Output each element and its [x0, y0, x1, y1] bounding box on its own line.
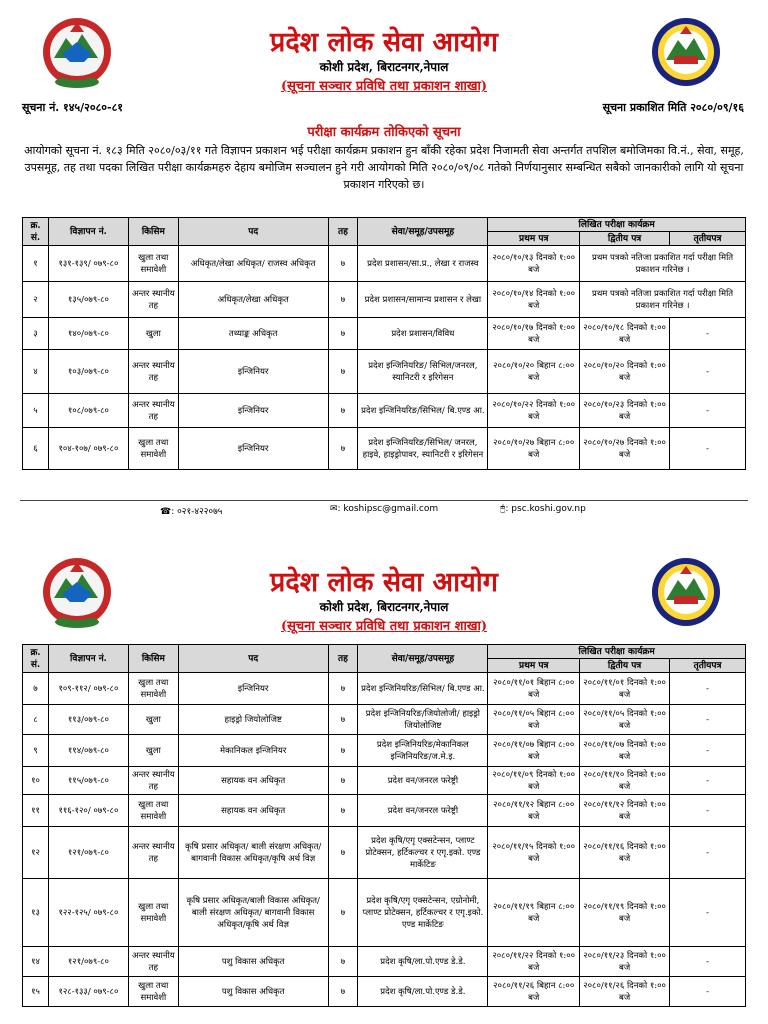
cell-post: अधिकृत/लेखा अधिकृत/ राजस्व अधिकृत — [178, 246, 328, 282]
cell-sn: ९ — [23, 735, 49, 767]
notice-number: सूचना नं. १४५/२०८०-८१ — [22, 101, 124, 114]
cell-paper3: - — [670, 767, 746, 795]
cell-type: अन्तर स्थानीय तह — [128, 767, 178, 795]
table-row — [23, 705, 746, 735]
footer-divider — [20, 500, 748, 501]
cell-service: प्रदेश इन्जिनियरिङ/ सिभिल/जनरल, स्यानिटरी र इरिगेसन — [358, 350, 488, 394]
cell-type: खुला तथा समावेशी — [128, 795, 178, 827]
cell-paper2: २०८०/१०/२३ दिनको १:०० बजे — [580, 394, 670, 428]
cell-service: प्रदेश प्रशासन/विविध — [358, 318, 488, 350]
cell-post: पशु विकास अधिकृत — [178, 947, 328, 977]
cell-post: इन्जिनियर — [178, 394, 328, 428]
cell-paper2: २०८०/११/१९ दिनको १:०० बजे — [580, 879, 670, 947]
cell-service: प्रदेश कृषि/एगृ एक्सटेन्सन, प्लाण्ट प्रोटेक्सन, हर्टिकल्चर र एगृ.इको. एण्ड मार्केटिङ — [358, 827, 488, 879]
cell-post: अधिकृत/लेखा अधिकृत — [178, 282, 328, 318]
cell-paper3: - — [670, 827, 746, 879]
cell-adv-no: १२२-१२५/ ०७९-८० — [48, 879, 128, 947]
col-level: तह — [328, 218, 358, 246]
cell-paper1: २०८०/१०/२२ दिनको १:०० बजे — [488, 394, 580, 428]
cell-post: सहायक वन अधिकृत — [178, 767, 328, 795]
commission-title: प्रदेश लोक सेवा आयोग — [270, 27, 498, 58]
cell-service: प्रदेश इन्जिनियरिङ/सिभिल/ बि.एण्ड आ. — [358, 394, 488, 428]
branch-name: (सूचना सञ्चार प्रविधि तथा प्रकाशन शाखा) — [280, 619, 488, 634]
cell-post: इन्जिनियर — [178, 350, 328, 394]
footer-phone: ☎: ०२१-४२२०७५ — [160, 507, 223, 517]
cell-paper1: २०८०/११/१५ दिनको १:०० बजे — [488, 827, 580, 879]
cell-service: प्रदेश इन्जिनियरिङ/सिभिल/ जनरल, हाइवे, हाइड्रोपावर, स्यानिटरी र इरिगेसन — [358, 428, 488, 470]
cell-paper3: - — [670, 977, 746, 1007]
cell-paper1: २०८०/१०/२७ बिहान ८:०० बजे — [488, 428, 580, 470]
cell-sn: ११ — [23, 795, 49, 827]
col-adv-no: विज्ञापन नं. — [48, 645, 128, 673]
cell-adv-no: १०८/०७९-८० — [48, 394, 128, 428]
exam-schedule-table-1 — [22, 217, 746, 470]
notice-title: परीक्षा कार्यक्रम तोकिएको सूचना — [307, 125, 461, 140]
cell-level: ७ — [328, 879, 358, 947]
table-row — [23, 735, 746, 767]
cell-paper1: २०८०/११/०७ बिहान ८:०० बजे — [488, 735, 580, 767]
footer-website: 🖰: psc.koshi.gov.np — [500, 504, 586, 514]
cell-sn: १ — [23, 246, 49, 282]
table-row — [23, 428, 746, 470]
cell-paper3: - — [670, 795, 746, 827]
cell-paper1: २०८०/११/०९ दिनको १:०० बजे — [488, 767, 580, 795]
cell-paper3: - — [670, 318, 746, 350]
table-row — [23, 350, 746, 394]
cell-type: खुला — [128, 705, 178, 735]
cell-paper3: - — [670, 673, 746, 705]
cell-type: खुला तथा समावेशी — [128, 428, 178, 470]
cell-type: अन्तर स्थानीय तह — [128, 350, 178, 394]
cell-adv-no: ११३/०७९-८० — [48, 705, 128, 735]
cell-service: प्रदेश प्रशासन/सा.प्र., लेखा र राजस्व — [358, 246, 488, 282]
cell-type: अन्तर स्थानीय तह — [128, 394, 178, 428]
cell-post: इन्जिनियर — [178, 673, 328, 705]
cell-type: खुला — [128, 735, 178, 767]
table-row — [23, 827, 746, 879]
cell-service: प्रदेश वन/जनरल फरेष्ट्री — [358, 795, 488, 827]
notice-page-2 — [0, 540, 768, 1024]
cell-service: प्रदेश कृषि/ला.पो.एण्ड डे.डे. — [358, 947, 488, 977]
cell-paper3: - — [670, 735, 746, 767]
cell-paper2: २०८०/११/०७ दिनको १:०० बजे — [580, 735, 670, 767]
cell-sn: ४ — [23, 350, 49, 394]
table-row — [23, 879, 746, 947]
cell-level: ७ — [328, 282, 358, 318]
cell-adv-no: १३१-१३९/ ०७९-८० — [48, 246, 128, 282]
cell-post: सहायक वन अधिकृत — [178, 795, 328, 827]
commission-title: प्रदेश लोक सेवा आयोग — [270, 567, 498, 598]
psc-koshi-logo — [650, 556, 722, 628]
cell-level: ७ — [328, 767, 358, 795]
cell-sn: ५ — [23, 394, 49, 428]
cell-sn: ३ — [23, 318, 49, 350]
col-paper3: तृतीयपत्र — [670, 659, 746, 673]
psc-koshi-logo — [650, 16, 722, 88]
commission-address: कोशी प्रदेश, बिराटनगर,नेपाल — [319, 600, 449, 614]
cell-paper2: २०८०/११/१६ दिनको १:०० बजे — [580, 827, 670, 879]
cell-adv-no: १२८-१३३/ ०७९-८० — [48, 977, 128, 1007]
cell-adv-no: ११६-१२०/ ०७९-८० — [48, 795, 128, 827]
cell-sn: २ — [23, 282, 49, 318]
cell-post: कृषि प्रसार अधिकृत/ बाली संरक्षण अधिकृत/ बागवानी विकास अधिकृत/कृषि अर्थ विज्ञ — [178, 827, 328, 879]
cell-post: इन्जिनियर — [178, 428, 328, 470]
cell-type: खुला तथा समावेशी — [128, 673, 178, 705]
cell-service: प्रदेश इन्जिनियरिङ/मेकानिकल इन्जिनियरिङ/ज.मे.इ. — [358, 735, 488, 767]
cell-paper3: - — [670, 879, 746, 947]
cell-paper2: २०८०/११/०१ दिनको १:०० बजे — [580, 673, 670, 705]
cell-paper2: २०८०/१०/२७ दिनको १:०० बजे — [580, 428, 670, 470]
cell-paper2: २०८०/१०/१८ दिनको १:०० बजे — [580, 318, 670, 350]
cell-service: प्रदेश प्रशासन/सामान्य प्रशासन र लेखा — [358, 282, 488, 318]
cell-post: तथ्याङ्क अधिकृत — [178, 318, 328, 350]
table-row — [23, 318, 746, 350]
cell-level: ७ — [328, 977, 358, 1007]
cell-level: ७ — [328, 394, 358, 428]
cell-adv-no: १४०/०७९-८० — [48, 318, 128, 350]
cell-service: प्रदेश इन्जिनियरिङ/जियोलोजी/ हाइड्रो जियोलोजिष्ट — [358, 705, 488, 735]
cell-type: खुला तथा समावेशी — [128, 879, 178, 947]
cell-sn: ७ — [23, 673, 49, 705]
cell-post: मेकानिकल इन्जिनियर — [178, 735, 328, 767]
cell-sn: १५ — [23, 977, 49, 1007]
cell-sn: १३ — [23, 879, 49, 947]
col-paper2: द्वितीय पत्र — [580, 232, 670, 246]
cell-service: प्रदेश कृषि/ला.पो.एण्ड डे.डे. — [358, 977, 488, 1007]
table-row — [23, 947, 746, 977]
col-written-exam: लिखित परीक्षा कार्यक्रम — [488, 218, 746, 232]
cell-paper1: २०८०/११/२६ बिहान ८:०० बजे — [488, 977, 580, 1007]
table-row — [23, 246, 746, 282]
table-row — [23, 282, 746, 318]
table-row — [23, 977, 746, 1007]
cell-adv-no: १३५/०७९-८० — [48, 282, 128, 318]
cell-adv-no: १०३/०७९-८० — [48, 350, 128, 394]
cell-paper2: २०८०/११/१२ दिनको १:०० बजे — [580, 795, 670, 827]
table-row — [23, 673, 746, 705]
cell-type: अन्तर स्थानीय तह — [128, 282, 178, 318]
cell-sn: ६ — [23, 428, 49, 470]
cell-adv-no: १२१/०७९-८० — [48, 827, 128, 879]
cell-paper2: २०८०/११/२३ दिनको १:०० बजे — [580, 947, 670, 977]
cell-paper1: २०८०/१०/२० बिहान ८:०० बजे — [488, 350, 580, 394]
cell-paper1: २०८०/११/२२ दिनको १:०० बजे — [488, 947, 580, 977]
cell-paper3: - — [670, 350, 746, 394]
table-row — [23, 795, 746, 827]
cell-type: अन्तर स्थानीय तह — [128, 827, 178, 879]
cell-sn: १० — [23, 767, 49, 795]
cell-post: कृषि प्रसार अधिकृत/बाली विकास अधिकृत/ बाली संरक्षण अधिकृत/ बागवानी विकास अधिकृत/कृषि अर्थ विज्ञ — [178, 879, 328, 947]
cell-paper2: २०८०/११/०५ दिनको १:०० बजे — [580, 705, 670, 735]
cell-sn: १२ — [23, 827, 49, 879]
branch-name: (सूचना सञ्चार प्रविधि तथा प्रकाशन शाखा) — [280, 79, 488, 94]
cell-adv-no: १२१/०७९-८० — [48, 947, 128, 977]
col-level: तह — [328, 645, 358, 673]
col-sn: क्र. सं. — [23, 218, 49, 246]
cell-level: ७ — [328, 947, 358, 977]
cell-level: ७ — [328, 795, 358, 827]
cell-type: खुला — [128, 318, 178, 350]
cell-paper1: २०८०/११/०१ बिहान ८:०० बजे — [488, 673, 580, 705]
cell-adv-no: १०९-११२/ ०७९-८० — [48, 673, 128, 705]
cell-level: ७ — [328, 428, 358, 470]
cell-service: प्रदेश वन/जनरल फरेष्ट्री — [358, 767, 488, 795]
cell-paper3: - — [670, 428, 746, 470]
cell-post: पशु विकास अधिकृत — [178, 977, 328, 1007]
cell-type: अन्तर स्थानीय तह — [128, 947, 178, 977]
col-post: पद — [178, 645, 328, 673]
cell-paper2: प्रथम पत्रको नतिजा प्रकाशित गर्दा परीक्षा मिति प्रकाशन गरिनेछ । — [580, 246, 746, 282]
notice-body: आयोगको सूचना नं. १८३ मिति २०८०/०३/११ गते विज्ञापन प्रकाशन भई परीक्षा कार्यक्रम प्रकाशन हुन बाँकी रहेका प्रदेश निजामती सेवा अन्तर्गत तपशिल बमोजिमका वि.नं., सेवा, समूह, उपसमूह, तह तथा पदका लिखित परीक्षा कार्यक्रमहरु देहाय बमोजिम सञ्चालन हुने गरी आयोगको मिति २०८०/०९/०८ गतेको निर्णयानुसार सम्बन्धित सबैको जानकारीको लागि यो सूचना प्रकाशन गरिएको छ। — [24, 144, 744, 191]
cell-level: ७ — [328, 673, 358, 705]
letterhead — [0, 540, 768, 652]
letterhead — [0, 0, 768, 112]
cell-paper2: २०८०/११/२६ दिनको १:०० बजे — [580, 977, 670, 1007]
exam-schedule-table-2 — [22, 644, 746, 1007]
col-sn: क्र. सं. — [23, 645, 49, 673]
cell-sn: १४ — [23, 947, 49, 977]
col-adv-no: विज्ञापन नं. — [48, 218, 128, 246]
cell-paper3: - — [670, 705, 746, 735]
cell-paper2: प्रथम पत्रको नतिजा प्रकाशित गर्दा परीक्षा मिति प्रकाशन गरिनेछ । — [580, 282, 746, 318]
col-paper3: तृतीयपत्र — [670, 232, 746, 246]
cell-paper1: २०८०/११/१९ बिहान ८:०० बजे — [488, 879, 580, 947]
commission-address: कोशी प्रदेश, बिराटनगर,नेपाल — [319, 60, 449, 74]
cell-paper1: २०८०/१०/१७ दिनको १:०० बजे — [488, 318, 580, 350]
cell-level: ७ — [328, 246, 358, 282]
col-post: पद — [178, 218, 328, 246]
col-paper1: प्रथम पत्र — [488, 659, 580, 673]
published-date: सूचना प्रकाशित मिति २०८०/०९/१६ — [602, 101, 744, 114]
cell-paper1: २०८०/१०/१४ दिनको १:०० बजे — [488, 282, 580, 318]
col-service: सेवा/समूह/उपसमूह — [358, 218, 488, 246]
cell-paper3: - — [670, 394, 746, 428]
cell-level: ७ — [328, 735, 358, 767]
cell-level: ७ — [328, 705, 358, 735]
table-row — [23, 394, 746, 428]
cell-paper1: २०८०/१०/१३ दिनको १:०० बजे — [488, 246, 580, 282]
cell-paper2: २०८०/१०/२० दिनको १:०० बजे — [580, 350, 670, 394]
cell-adv-no: ११५/०७९-८० — [48, 767, 128, 795]
cell-sn: ८ — [23, 705, 49, 735]
cell-adv-no: १०४-१०७/ ०७९-८० — [48, 428, 128, 470]
cell-type: खुला तथा समावेशी — [128, 977, 178, 1007]
cell-service: प्रदेश कृषि/एगृ एक्सटेन्सन, एग्रोनोमी, प्लाण्ट प्रोटेक्सन, हर्टिकल्चर र एगृ.इको. एण्ड मार्केटिङ — [358, 879, 488, 947]
col-paper2: द्वितीय पत्र — [580, 659, 670, 673]
cell-level: ७ — [328, 318, 358, 350]
col-service: सेवा/समूह/उपसमूह — [358, 645, 488, 673]
cell-service: प्रदेश इन्जिनियरिङ/सिभिल/ बि.एण्ड आ. — [358, 673, 488, 705]
table-row — [23, 767, 746, 795]
cell-post: हाइड्रो जियोलोजिष्ट — [178, 705, 328, 735]
col-paper1: प्रथम पत्र — [488, 232, 580, 246]
cell-level: ७ — [328, 350, 358, 394]
col-type: किसिम — [128, 218, 178, 246]
cell-level: ७ — [328, 827, 358, 879]
cell-paper1: २०८०/११/०५ बिहान ८:०० बजे — [488, 705, 580, 735]
footer-email: ✉: koshipsc@gmail.com — [330, 504, 439, 514]
cell-paper2: २०८०/११/१० दिनको १:०० बजे — [580, 767, 670, 795]
cell-adv-no: ११४/०७९-८० — [48, 735, 128, 767]
col-written-exam: लिखित परीक्षा कार्यक्रम — [488, 645, 746, 659]
cell-type: खुला तथा समावेशी — [128, 246, 178, 282]
cell-paper3: - — [670, 947, 746, 977]
col-type: किसिम — [128, 645, 178, 673]
cell-paper1: २०८०/११/१२ बिहान ८:०० बजे — [488, 795, 580, 827]
